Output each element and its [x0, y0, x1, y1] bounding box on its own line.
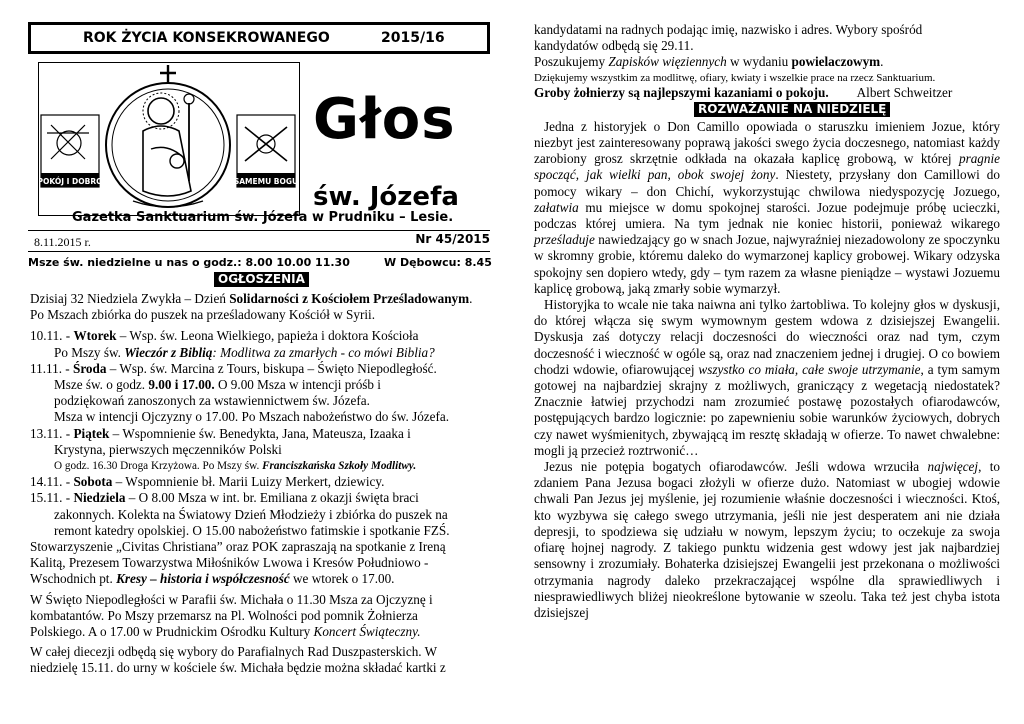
announcement-line: Kalitą, Prezesem Towarzystwa Miłośników Lwowa i Kresów Południowo -	[30, 555, 429, 571]
mass-times	[28, 256, 490, 269]
announcement-line: Po Mszach zbiórka do puszek na prześladowany Kościół w Syrii.	[30, 307, 375, 323]
announcement-line: 10.11. - Wtorek – Wsp. św. Leona Wielkiego, papieża i doktora Kościoła	[30, 328, 419, 344]
announcement-line: 11.11. - Środa – Wsp. św. Marcina z Tours, biskupa – Święto Niepodległość.	[30, 360, 437, 376]
newsletter-subtitle: św. Józefa	[313, 182, 459, 212]
year-banner	[28, 22, 490, 54]
left-column	[28, 22, 494, 722]
reflection-paragraph: Historyjka to wcale nie taka naiwna ani tylko żartobliwa. To kolejny głos w dyskusji, do której włącza się swym wymownym gestem wdowa z dzisiejszej Ewangelii. Dyskusja zaś dotyczy relacji doczesności do wieczności oraz nad tym, czym doczesność i wieczność w ogóle są, oraz nad znaczeniem jednej i drugiej. O co bowiem chodzi wdowie, ofiarowującej wszystko co miała, całe swoje utrzymanie, a tym samym gotowej na najbardziej skrajny z możliwych, graniczący z wegetacją niedostatek? Znacznie łatwiej przychodzi nam zrozumieć postawę pozostałych ofiarodawców, postępujących bardzo logicznie: po zapewnieniu sobie warunków życiowych, dobrych czy nawet wyśmienitych, zbywającą im resztę składają w ofierze. To nawet chwalebne: mogli ją przecież roztrwonić…	[534, 297, 1000, 458]
year-banner-years: 2015/16	[381, 30, 445, 46]
announcements-badge: OGŁOSZENIA	[214, 272, 309, 287]
announcement-line: Stowarzyszenie „Civitas Christiana” oraz POK zapraszają na spotkanie z Ireną	[30, 539, 446, 555]
year-banner-title: ROK ŻYCIA KONSEKROWANEGO	[83, 30, 330, 46]
announcement-line: 14.11. - Sobota – Wspomnienie bł. Marii Luizy Merkert, dziewicy.	[30, 474, 385, 490]
announcement-line: kandydatów odbędą się 29.11.	[534, 38, 694, 54]
announcement-line: O godz. 16.30 Droga Krzyżowa. Po Mszy św. Franciszkańska Szkoły Modlitwy.	[54, 460, 417, 473]
quote-author: Albert Schweitzer	[856, 84, 953, 100]
announcement-line: W całej diecezji odbędą się wybory do Parafialnych Rad Duszpasterskich. W	[30, 644, 438, 660]
issue-date: 8.11.2015 r.	[34, 235, 91, 249]
announcement-line: 15.11. - Niedziela – O 8.00 Msza w int. br. Emiliana z okazji święta braci	[30, 490, 419, 506]
mass-times-debowiec: W Dębowcu: 8.45	[384, 256, 492, 269]
announcement-line: zakonnych. Kolekta na Światowy Dzień Młodzieży i zbiórka do puszek na	[54, 506, 448, 522]
divider	[28, 251, 490, 252]
announcements-text	[30, 291, 472, 677]
issue-number: Nr 45/2015	[415, 232, 490, 246]
newsletter-tagline: Gazetka Sanktuarium św. Józefa w Prudniku – Lesie.	[72, 210, 454, 225]
announcement-line: podziękowań zanoszonych za wstawiennictwem św. Józefa.	[54, 393, 370, 409]
announcement-line: Msze św. o godz. 9.00 i 17.00. O 9.00 Msza w intencji próśb i	[54, 377, 381, 393]
right-column-text	[534, 22, 1000, 621]
right-column	[534, 22, 1000, 722]
announcement-line: Dzisiaj 32 Niedziela Zwykła – Dzień Solidarności z Kościołem Prześladowanym.	[30, 291, 473, 306]
quote-line: Groby żołnierzy są najlepszymi kazaniami o pokoju. Albert Schweitzer	[534, 84, 953, 100]
thanks-line: Dziękujemy wszystkim za modlitwę, ofiary, kwiaty i wszelkie prace na rzecz Sanktuarium.	[534, 71, 936, 84]
announcement-line: kandydatami na radnych podając imię, nazwisko i adres. Wybory spośród	[534, 22, 923, 37]
announcement-line: Msza w intencji Ojczyzny o 17.00. Po Mszach nabożeństwo do św. Józefa.	[54, 409, 450, 425]
divider	[28, 230, 490, 231]
announcement-line: W Święto Niepodległości w Parafii św. Michała o 11.30 Msza za Ojczyznę i	[30, 591, 433, 607]
announcement-line: Wschodnich pt. Kresy – historia i współczesność we wtorek o 17.00.	[30, 571, 395, 587]
sanctuary-logo	[38, 62, 300, 216]
announcement-line: 13.11. - Piątek – Wspomnienie św. Benedykta, Jana, Mateusza, Izaaka i	[30, 425, 411, 441]
announcement-line: niedzielę 15.11. do urny w kościele św. Michała będzie można składać kartki z	[30, 660, 446, 676]
newsletter-title: Głos	[313, 87, 456, 152]
announcement-line: kombatantów. Po Mszy przemarsz na Pl. Wolności pod pomnik Żołnierza	[30, 607, 418, 623]
reflection-badge-row	[534, 101, 1000, 119]
reflection-paragraph: Jezus nie potępia bogatych ofiarodawców. Jeśli wdowa wrzuciła najwięcej, to zdaniem Pana Jezusa bogaci złożyli w ofierze dużo. Natomiast w ubogiej wdowie chwali Pan Jezus jej myślenie, jej rozumienie właśnie doczesności i wieczności. Ktoś, kto wyzbywa się całego swego utrzymania, jeśli nie jest desperatem ani nie działa depresji, to spodziewa się udziału w nowym, lepszym życiu; to oczekuje za swoja ofiarę hojnej nagrody. Z takiego punktu widzenia gest wdowy jest jak najbardziej sensowny i zrozumiały. Bohaterka dzisiejszej Ewangelii jest przekonana o możliwości otrzymania nagrody daleko przekraczającej wspólne dla sprawiedliwych i niesprawiedliwych bliżej nieokreślone bytowanie w szeolu. Taka też jest chyba istota dzisiejszej	[534, 459, 1000, 620]
announcement-line: Krystyna, pierwszych męczenników Polski	[54, 441, 282, 457]
reflection-paragraph: Jedna z historyjek o Don Camillo opowiada o staruszku imieniem Jozue, który niezbyt jest zainteresowany poprawą jakości swego życia doczesnego, natomiast każdy zarobiony grosz skrzętnie odkłada na okazała kaplicę grobową, w której pragnie spocząć, jak wielki pan, obok swojej żony. Niestety, przysłany don Camillowi do pomocy wikary – don Chichí, wykorzystując chwilowa niedyspozycję Jozuego, załatwia mu miejsce w domu spokojnej starości. Jozue podejmuje próbę ucieczki, podczas której umiera. Na tym jednak nie koniec historii, ponieważ wikarego prześladuje nawiedzający go w snach Jozue, najwyraźniej niezadowolony ze spoczynku w skromny grobie, któremu daleko do wymarzonej kaplicy grobowej. Wikary odzyska spokojny sen dopiero wtedy, gdy – tym razem za własne pieniądze – wystawi Jozuemu kaplicę grobową, jaką zmarły sobie wymarzył.	[534, 118, 1000, 296]
announcement-line: Po Mszy św. Wieczór z Biblią: Modlitwa za zmarłych - co mówi Biblia?	[54, 344, 435, 360]
announcement-line: remont katedry opolskiej. O 15.00 nabożeństwo fatimskie i spotkanie FZŚ.	[54, 522, 450, 538]
logo-right-motto: SAMEMU BOGU	[233, 177, 298, 186]
logo-left-motto: POKÓJ I DOBRO	[39, 177, 103, 186]
reflection-badge: ROZWAŻANIE NA NIEDZIELĘ	[694, 102, 890, 117]
announcement-line: Polskiego. A o 17.00 w Prudnickim Ośrodku Kultury Koncert Świąteczny.	[30, 624, 421, 640]
announcement-line: Poszukujemy Zapisków więziennych w wydaniu powielaczowym.	[534, 54, 884, 70]
st-joseph-emblem-icon	[39, 63, 298, 214]
mass-times-main: Msze św. niedzielne u nas o godz.: 8.00 10.00 11.30	[28, 256, 350, 269]
